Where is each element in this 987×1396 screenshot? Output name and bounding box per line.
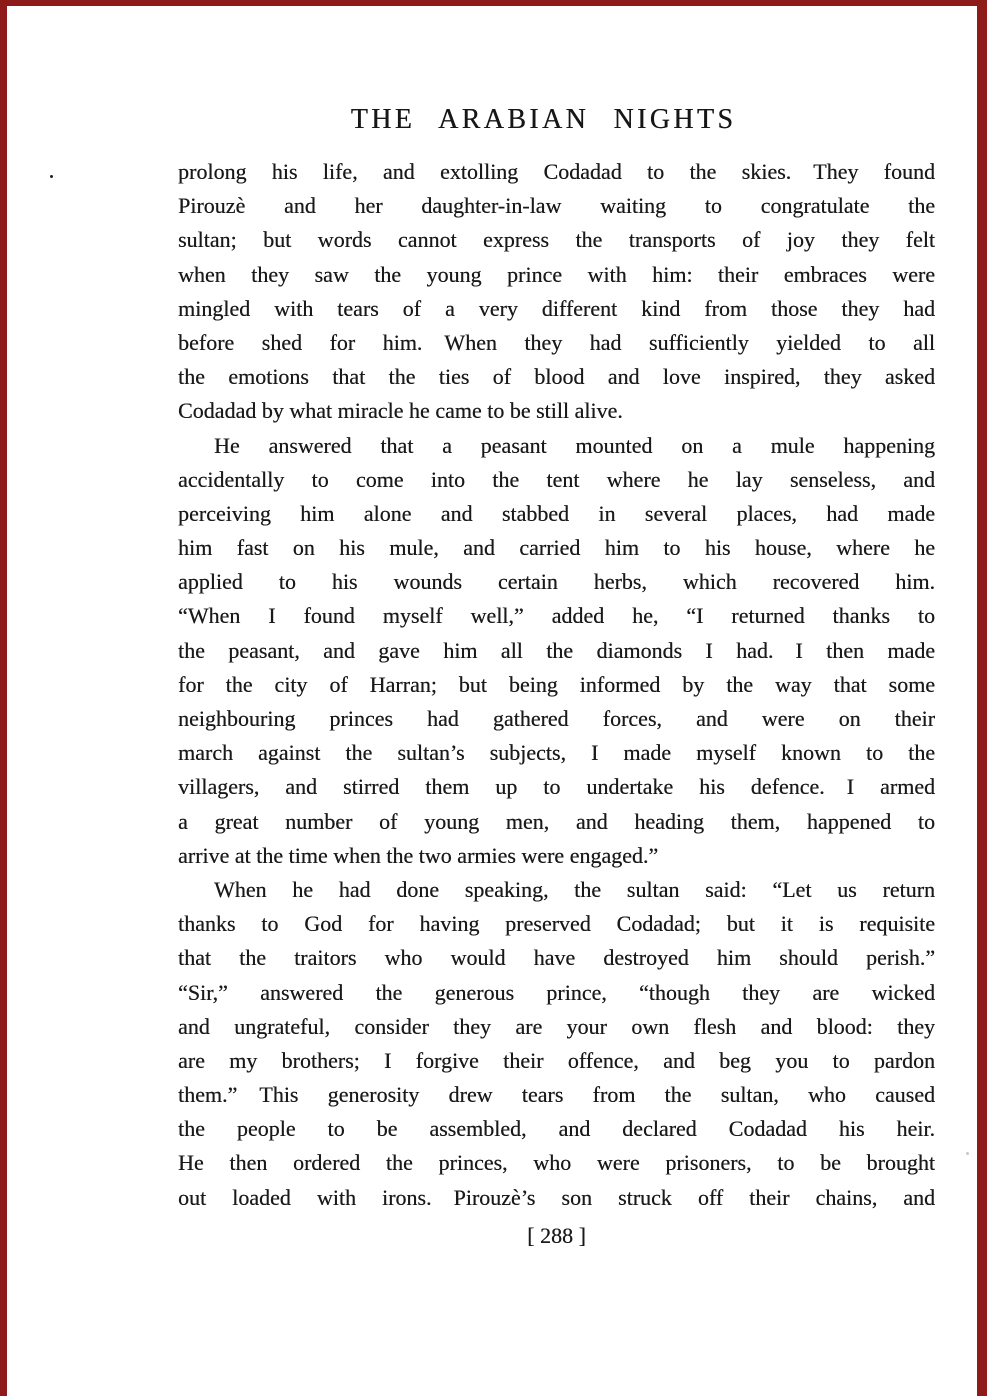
scan-edge-right <box>977 0 987 1396</box>
text-line: neighbouring princes had gathered forces, and were on their <box>178 706 935 731</box>
text-line: a great number of young men, and heading them, happened to <box>178 808 935 834</box>
text-line: before shed for him. When they had sufficiently yielded to all <box>178 329 935 355</box>
text-line: them.” This generosity drew tears from the sultan, who caused <box>178 1082 935 1108</box>
text-line: him fast on his mule, and carried him to his house, where he <box>178 535 935 561</box>
ink-speck <box>50 175 53 178</box>
scan-edge-top <box>0 0 987 6</box>
page-body <box>178 155 935 1215</box>
text-line: arrive at the time when the two armies were engaged.” <box>178 842 659 868</box>
text-line: that the traitors who would have destroyed him should perish.” <box>178 945 935 971</box>
text-line: are my brothers; I forgive their offence, and beg you to pardon <box>178 1047 935 1073</box>
text-line: march against the sultan’s subjects, I made myself known to the <box>178 740 935 766</box>
text-line: Codadad by what miracle he came to be still alive. <box>178 398 623 424</box>
text-line: and ungrateful, consider they are your own flesh and blood: they <box>178 1013 935 1039</box>
running-head-title: THE ARABIAN NIGHTS <box>350 104 737 135</box>
text-line: “Sir,” answered the generous prince, “though they are wicked <box>178 979 935 1005</box>
text-line: Pirouzè and her daughter-in-law waiting to congratulate the <box>178 193 935 219</box>
text-line: perceiving him alone and stabbed in several places, had made <box>178 500 935 526</box>
text-line: applied to his wounds certain herbs, which recovered him. <box>178 569 935 595</box>
text-line: the people to be assembled, and declared Codadad his heir. <box>178 1116 935 1142</box>
text-line: prolong his life, and extolling Codadad to the skies. They found <box>178 159 935 184</box>
text-line: He then ordered the princes, who were prisoners, to be brought <box>178 1150 935 1176</box>
page-number: [ 288 ] <box>527 1223 586 1248</box>
text-line: the peasant, and gave him all the diamonds I had. I then made <box>178 637 935 663</box>
text-line: out loaded with irons. Pirouzè’s son struck off their chains, and <box>178 1184 935 1210</box>
text-line: “When I found myself well,” added he, “I returned thanks to <box>178 603 935 629</box>
text-line: accidentally to come into the tent where he lay senseless, and <box>178 466 935 492</box>
text-line: for the city of Harran; but being informed by the way that some <box>178 671 935 697</box>
text-line: villagers, and stirred them up to undertake his defence. I armed <box>178 774 935 800</box>
text-line: sultan; but words cannot express the transports of joy they felt <box>178 227 935 253</box>
text-line: mingled with tears of a very different kind from those they had <box>178 295 935 321</box>
text-line: the emotions that the ties of blood and love inspired, they asked <box>178 364 935 390</box>
text-line: when they saw the young prince with him: their embraces were <box>178 261 935 287</box>
text-line: thanks to God for having preserved Codadad; but it is requisite <box>178 911 935 937</box>
text-line: He answered that a peasant mounted on a mule happening <box>214 432 935 458</box>
ink-speck <box>966 1152 969 1155</box>
scan-edge-left <box>0 0 7 1396</box>
text-line: When he had done speaking, the sultan said: “Let us return <box>214 876 935 902</box>
